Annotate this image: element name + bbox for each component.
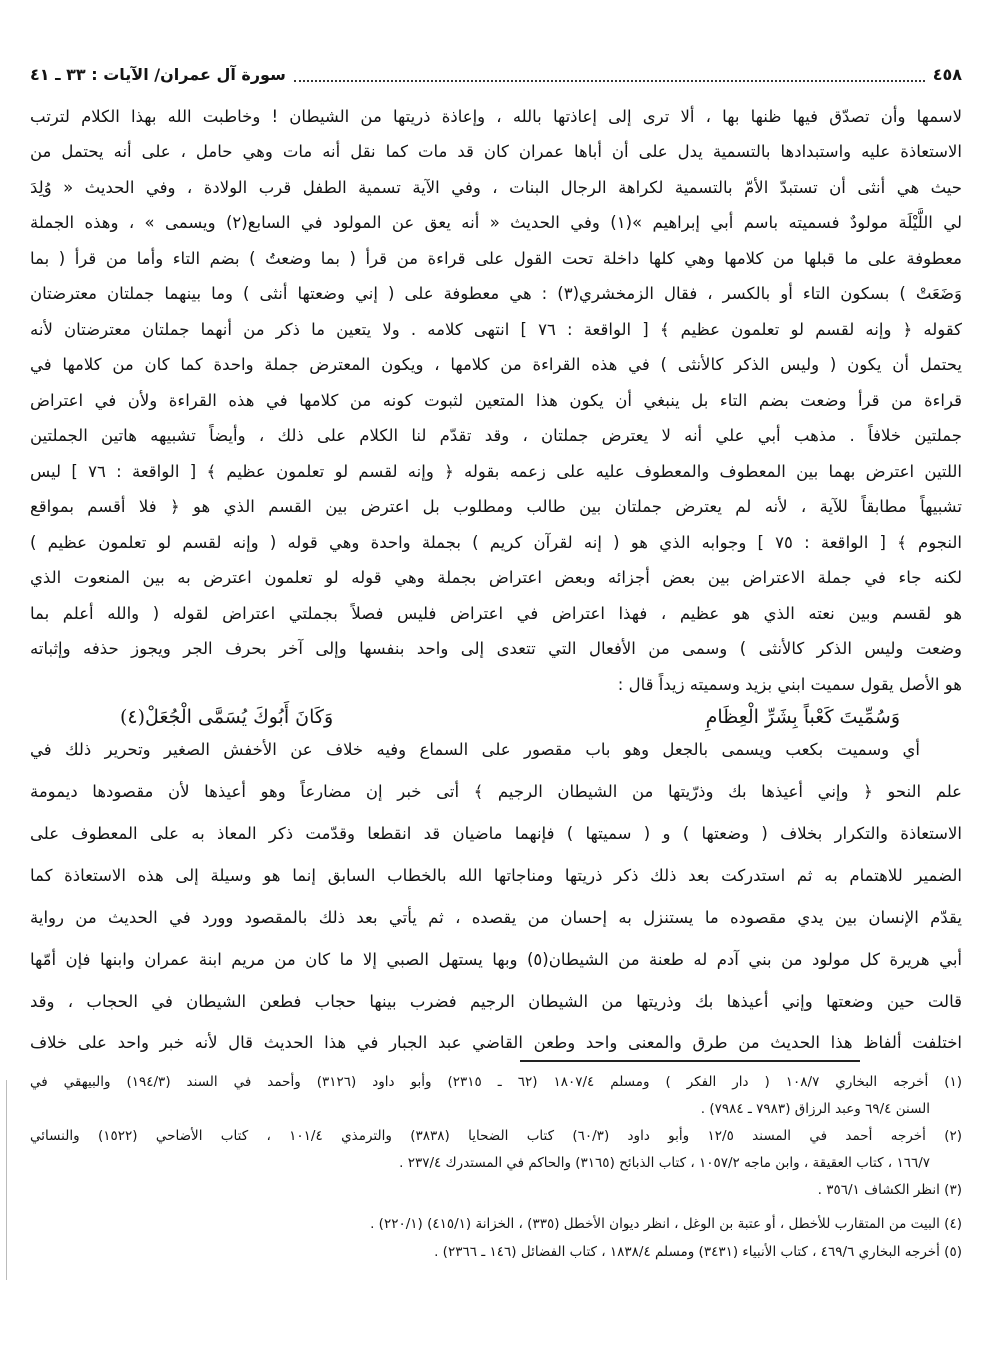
text-line: يحتمل أن يكون ( وليس الذكر كالأنثى ) في هذه القراءة من كلامها ، ويكون المعترض جملة واحدة كما كان من كلامها في [30,355,962,374]
text-line: يقدّم الإنسان بين يدي مقصوده ما يستنزل به إحسان من يقصده ، ثم يأتي بعد ذلك بالمقصود وورد في الحديث من رواية [30,908,962,927]
text-line: اختلفت ألفاظ هذا الحديث من طرق والمعنى واحد وطعن القاضي عبد الجبار في هذا الحديث قال لأنه خبر واحد على خلاف [30,1033,962,1052]
header-dot-leader [294,68,925,82]
poem-verse [120,700,900,734]
text-line: وضعت وليس الذكر كالأنثى ) وسمى من الأفعال التي تتعدى إلى واحد بنفسها وإلى آخر بحرف الجر ويجوز حذفه وإثباته [30,639,962,658]
text-line: اللتين اعترض بهما بين المعطوف والمعطوف عليه على زعمه بقوله ﴿ وإنه لقسم لو تعلمون عظيم ﴾ [ الواقعة : ٧٦ ] ليس [30,462,962,481]
footnote-line: (٢) أخرجه أحمد في المسند ١٢/٥ وأبو داود (٦٠/٣) كتاب الضحايا (٣٨٣٨) والترمذي ١٠١/٤ ، كتاب الأضاحي (١٥٢٢) والنسائي [30,1128,962,1144]
text-line: علم النحو ﴿ وإني أعيذها بك وذرّيتها من الشيطان الرجيم ﴾ أتى خبر إن مضارعاً وهو أعيذها لأن مقصودها ديمومة [30,782,962,801]
footnote-line: (١) أخرجه البخاري ١٠٨/٧ ( دار الفكر ) ومسلم ١٨٠٧/٤ (٦٢ ـ ٢٣١٥) وأبو داود (٣١٢٦) وأحمد في السند (١٩٤/٣) والبيهقي في [30,1074,962,1090]
text-line: لكنه جاء في جملة الاعتراض بين بعض أجزائه وبعض اعتراض بجملة وهي قوله لو تعلمون اعترض به بين المنعوت الذي [30,568,962,587]
text-line: جملتين خلافاً . مذهب أبي علي أنه لا يعترض جملتان ، وقد تقدّم لنا الكلام على ذلك ، وأيضاً تشبيهه هاتين الجملتين [30,426,962,445]
poem-second-hemistich: وَكَانَ أَبُوكَ يُسَمَّى الْجُعَلْ(٤) [120,706,334,728]
poem-first-hemistich: وَسُمِّيتَ كَعْباً بِشَرِّ الْعِظَامِ [705,706,900,728]
text-line: أبي هريرة كل مولود من بني آدم له طعنة من الشيطان(٥) وبها يستهل الصبي إلا ما كان من مريم ابنة عمران وابنها فإن أمّها [30,950,962,969]
text-line: تشبيهاً مطابقاً للآية ، لأنه لم يعترض جملتان بين طالب ومطلوب بل اعترض بين القسم الذي هو ﴿ فلا أقسم بمواقع [30,497,962,516]
footnote-line: السنن ٦٩/٤ وعبد الرزاق (٧٩٨٣ ـ ٧٩٨٤) . [700,1101,930,1117]
text-line: كقوله ﴿ وإنه لقسم لو تعلمون عظيم ﴾ [ الواقعة : ٧٦ ] انتهى كلامه . ولا يتعين ما ذكر من أنهما جملتان معترضتان لأنه [30,320,962,339]
text-line: قراءة من قرأ وضعت بضم التاء بل ينبغي أن يكون هذا المتعين لثبوت كونه من كلامها في هذه القراءة ولأن في اعتراض [30,391,962,410]
text-line: وَضَعَتْ ) بسكون التاء أو بالكسر ، فقال الزمخشري(٣) : هي معطوفة على ( إني وضعتها أنثى ) وما بينهما جملتان معترضتان [30,284,962,303]
footnote-separator [520,1060,860,1062]
page-number: ٤٥٨ [932,65,962,84]
text-line: الاستعاذة عليه واستبدادها بالتسمية يدل على أن أباها عمران كان قد مات كما نقل أنه مات وهي حامل ، على أنه يحتمل من [30,142,962,161]
text-line: النجوم ﴾ [ الواقعة : ٧٥ ] وجوابه الذي هو ( إنه لقرآن كريم ) بجملة واحدة وهي قوله ( وإنه لقسم لو تعلمون عظيم ) [30,533,962,552]
text-line: الضمير للاهتمام به ثم استدركت بعد ذلك ذكر ذريتها ومناجاتها الله بالخطاب السابق إنما هو وسيلة إلى هذه الاستعاذة كما [30,866,962,885]
scan-edge-line [6,1080,7,1280]
running-header [30,62,962,88]
text-line: حيث هي أنثى أن تستبدّ الأمّ بالتسمية لكراهة الرجال البنات ، وفي الآية تسمية الطفل قرب الولادة ، وفي الحديث « وُلِدَ [30,178,962,197]
footnote-line: (٣) انظر الكشاف ٣٥٦/١ . [817,1182,962,1198]
text-line: لي اللَّيْلَة مولودٌ فسميته باسم أبي إبراهيم »(١) وفي الحديث « أنه يعق عن المولود في السابع(٢) ويسمى » ، وهذه الجملة [30,213,962,232]
text-line: هو لقسم وبين نعته الذي هو عظيم ، فهذا اعتراض في اعتراض فليس فصلاً بجملتي اعتراض لقوله ( والله أعلم بما [30,604,962,623]
running-title: سورة آل عمران/ الآيات : ٣٣ ـ ٤١ [30,65,286,84]
text-line: لاسمها وأن تصدّق فيها ظنها بها ، ألا ترى إلى إعاذتها بالله ، وإعاذة ذريتها من الشيطان ! وخاطبت الله بهذا الكلام لترتب [30,107,962,126]
text-line: الاستعاذة والتكرار بخلاف ( وضعتها ) و ( سميتها ) فإنهما ماضيان قد انقطعا وقدّمت ذكر المعاذ به على المعطوف على [30,824,962,843]
footnote-line: (٤) البيت من المتقارب للأخطل ، أو عتبة بن الوغل ، انظر ديوان الأخطل (٣٣٥) ، الخزانة (٤١٥/١) (٢٢٠/١) . [370,1216,962,1232]
text-line: أي وسميت بكعب ويسمى بالجعل وهو باب مقصور على السماع وفيه خلاف عن الأخفش الصغير وتحرير ذلك في [30,740,920,759]
text-line: قالت حين وضعتها وإني أعيذها بك وذريتها من الشيطان الرجيم فضرب بينها حجاب فطعن الشيطان في الحجاب ، وقد [30,992,962,1011]
footnote-line: ١٦٦/٧ ، كتاب العقيقة ، وابن ماجه ١٠٥٧/٢ ، كتاب الذبائح (٣١٦٥) والحاكم في المستدرك ٢٣٧/٤ . [399,1155,930,1171]
footnote-line: (٥) أخرجه البخاري ٤٦٩/٦ ، كتاب الأنبياء (٣٤٣١) ومسلم ١٨٣٨/٤ ، كتاب الفضائل (١٤٦ ـ ٢٣٦٦) . [434,1244,962,1260]
text-line: هو الأصل يقول سميت ابني بزيد وسميته زيداً قال : [617,675,962,694]
text-line: معطوفة على ما قبلها من كلامها وهي كلها داخلة تحت القول على قراءة من قرأ ( بما وضعتُ ) بضم التاء وأما من قرأ ( بما [30,249,962,268]
